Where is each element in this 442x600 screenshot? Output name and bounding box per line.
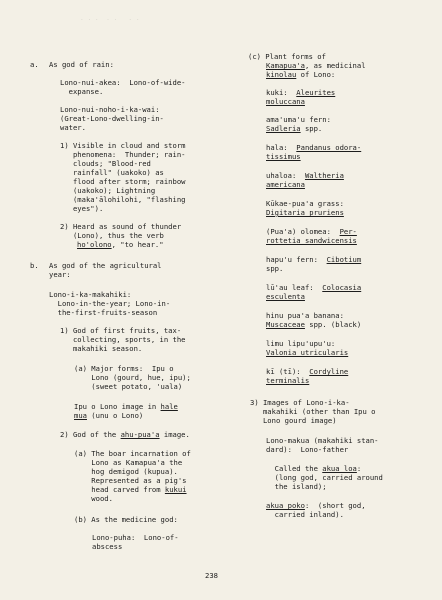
lono-puha-line2: abscess — [92, 542, 123, 551]
muscaceae-term: Muscaceae — [266, 320, 305, 329]
item1-line: phenomena: Thunder; rain- — [60, 150, 186, 159]
ki-line2 — [266, 376, 309, 385]
ipu-image-line1 — [74, 402, 178, 411]
section-a-marker: a. — [30, 60, 39, 69]
boar-line-kukui — [74, 485, 187, 494]
lono-nui-noho-line3: water. — [60, 123, 86, 132]
luau-line2 — [266, 292, 305, 301]
cibotium-term: Cibotium — [326, 255, 362, 264]
makahiki-line1: Lono-i-ka-makahiki: — [49, 290, 132, 299]
item1-line: eyes"). — [60, 204, 104, 213]
olomea-label: (Pua'a) olomea: — [266, 227, 340, 236]
akua-loa-term: akua loa — [322, 464, 357, 473]
plant-forms-tail: of Lono: — [296, 70, 336, 79]
boar-line: wood. — [74, 494, 113, 503]
images-line: makahiki (other than Ipu o — [250, 407, 376, 416]
hale-term: hale — [160, 402, 178, 411]
b1-line: 1) God of first fruits, tax- — [60, 326, 182, 335]
pandanus-term-2: tissimus — [266, 152, 301, 161]
kinolau-term: kinolau — [266, 70, 297, 79]
unu-text: (unu o Lono) — [86, 411, 144, 420]
lono-makua-line2: dard): Lono-father — [266, 445, 349, 454]
lono-nui-noho-line1: Lono-nui-noho-i-ka-wai: — [60, 105, 160, 114]
b2-line — [60, 430, 190, 439]
medicine-god-line: (b) As the medicine god: — [74, 515, 178, 524]
ipu-image-line2 — [74, 411, 143, 420]
akua-poko-line1 — [266, 501, 366, 510]
verb-ho-olono: ho'olono — [77, 240, 112, 249]
item2-verb-line — [77, 240, 164, 249]
perrottetia-term: Per- — [339, 227, 357, 236]
item1-line: rainfall" (uakoko) as — [60, 168, 164, 177]
b1-line: collecting, sports, in the — [60, 335, 186, 344]
hinu-line1: hinu pua'a banana: — [266, 311, 344, 320]
hala-line2 — [266, 152, 301, 161]
limu-line2 — [266, 348, 348, 357]
mua-term: mua — [74, 411, 87, 420]
section-a-title: As god of rain: — [49, 60, 114, 69]
plant-forms-line2 — [266, 61, 366, 70]
boar-line: (a) The boar incarnation of — [74, 449, 191, 458]
kuki-scientific-2: moluccana — [266, 97, 305, 106]
makahiki-line3: the-first-fruits-season — [49, 308, 158, 317]
boar-text: head carved from — [74, 485, 165, 494]
limu-line1: limu lipu'upu'u: — [266, 339, 336, 348]
b2-tail: image. — [159, 430, 190, 439]
ki-line1 — [266, 367, 348, 376]
item1-line: (maka'ālohilohi, "flashing — [60, 195, 186, 204]
ahu-puaa-term: ahu-pua'a — [120, 430, 160, 439]
kukui-term: kukui — [164, 485, 187, 494]
b2-text: 2) God of the — [60, 430, 121, 439]
hapuu-label: hapu'u fern: — [266, 255, 327, 264]
sadleria-spp: spp. — [300, 124, 323, 133]
makahiki-line2: Lono-in-the-year; Lono-in- — [49, 299, 171, 308]
hapuu-line1 — [266, 255, 361, 264]
colocasia-term-2: esculenta — [266, 292, 305, 301]
uhaloa-line1 — [266, 171, 344, 180]
pandanus-term: Pandanus odora- — [296, 143, 362, 152]
forms-line: (a) Major forms: Ipu o — [74, 364, 174, 373]
forms-line: (sweet potato, 'uala) — [74, 382, 183, 391]
lono-puha-line1: Lono-puha: Lono-of- — [92, 533, 179, 542]
kuki-line2 — [266, 97, 305, 106]
lono-nui-akea-line2: expanse. — [60, 87, 104, 96]
colocasia-term: Colocasia — [322, 283, 362, 292]
section-b-title-line1: As god of the agricultural — [49, 261, 162, 270]
boar-line: hog demigod (kupua). — [74, 467, 178, 476]
plant-forms-line3 — [266, 70, 335, 79]
hala-label: hala: — [266, 143, 297, 152]
valonia-term: Valonia utricularis — [266, 348, 349, 357]
lono-nui-noho-line2: (Great-Lono-dwelling-in- — [60, 114, 164, 123]
item1-line: clouds; "Blood-red — [60, 159, 151, 168]
kamapuaa-term: Kamapua'a — [266, 61, 305, 70]
sadleria-term: Sadleria — [266, 124, 301, 133]
kukae-line1: Kūkae-pua'a grass: — [266, 199, 344, 208]
lono-nui-akea-line1: Lono-nui-akea: Lono-of-wide- — [60, 78, 186, 87]
cordyline-term-2: terminalis — [266, 376, 310, 385]
akua-poko-term: akua poko — [266, 501, 305, 510]
waltheria-term-2: americana — [266, 180, 305, 189]
uhaloa-line2 — [266, 180, 305, 189]
amauma-line1: ama'uma'u fern: — [266, 115, 331, 124]
item2-line: (Lono), thus the verb — [60, 231, 164, 240]
item1-line: 1) Visible in cloud and storm — [60, 141, 186, 150]
kuki-label: kuki: — [266, 88, 288, 97]
hala-line1 — [266, 143, 361, 152]
luau-line1 — [266, 283, 361, 292]
luau-label: lū'au leaf: — [266, 283, 323, 292]
forms-line: Lono (gourd, hue, ipu); — [74, 373, 191, 382]
hapuu-line2: spp. — [266, 264, 284, 273]
plant-forms-text: , as medicinal — [304, 61, 366, 70]
b1-line: makahiki season. — [60, 344, 143, 353]
verb-meaning: , "to hear." — [111, 240, 164, 249]
item1-line: flood after storm; rainbow — [60, 177, 186, 186]
akua-loa-line1 — [266, 464, 361, 473]
olomea-line1 — [266, 227, 357, 236]
amauma-line2 — [266, 124, 322, 133]
muscaceae-tail: spp. (black) — [304, 320, 362, 329]
plant-forms-line1: (c) Plant forms of — [248, 52, 326, 61]
bleed-through-text: . . . . . . . — [80, 15, 140, 22]
waltheria-term: Waltheria — [304, 171, 344, 180]
digitaria-term: Digitaria pruriens — [266, 208, 344, 217]
images-line: 3) Images of Lono-i-ka- — [250, 398, 350, 407]
section-b-title-line2: year: — [49, 270, 71, 279]
akua-poko-text: : (short god, — [304, 501, 366, 510]
ipu-text: Ipu o Lono image in — [74, 402, 161, 411]
akua-loa-line3: the island); — [266, 482, 327, 491]
cordyline-term: Cordyline — [309, 367, 349, 376]
boar-line: Represented as a pig's — [74, 476, 187, 485]
item2-line: 2) Heard as sound of thunder — [60, 222, 182, 231]
images-line: Lono gourd image) — [250, 416, 337, 425]
called-text: Called the — [266, 464, 323, 473]
perrottetia-term-2: rottetia sandwicensis — [266, 236, 357, 245]
page-number: 238 — [205, 571, 218, 580]
uhaloa-label: uhaloa: — [266, 171, 305, 180]
kuki-line1 — [266, 88, 335, 97]
kukae-line2 — [266, 208, 344, 217]
ki-label: kī (tī): — [266, 367, 310, 376]
akua-poko-line2: carried inland). — [266, 510, 344, 519]
lono-makua-line1: Lono-makua (makahiki stan- — [266, 436, 379, 445]
akua-loa-line2: (long god, carried around — [266, 473, 383, 482]
olomea-line2 — [266, 236, 357, 245]
boar-line: Lono as Kamapua'a the — [74, 458, 183, 467]
kuki-scientific: Aleurites — [296, 88, 336, 97]
item1-line: (uakoko); Lightning — [60, 186, 156, 195]
section-b-marker: b. — [30, 261, 39, 270]
hinu-line2 — [266, 320, 361, 329]
akua-loa-colon: : — [356, 464, 362, 473]
